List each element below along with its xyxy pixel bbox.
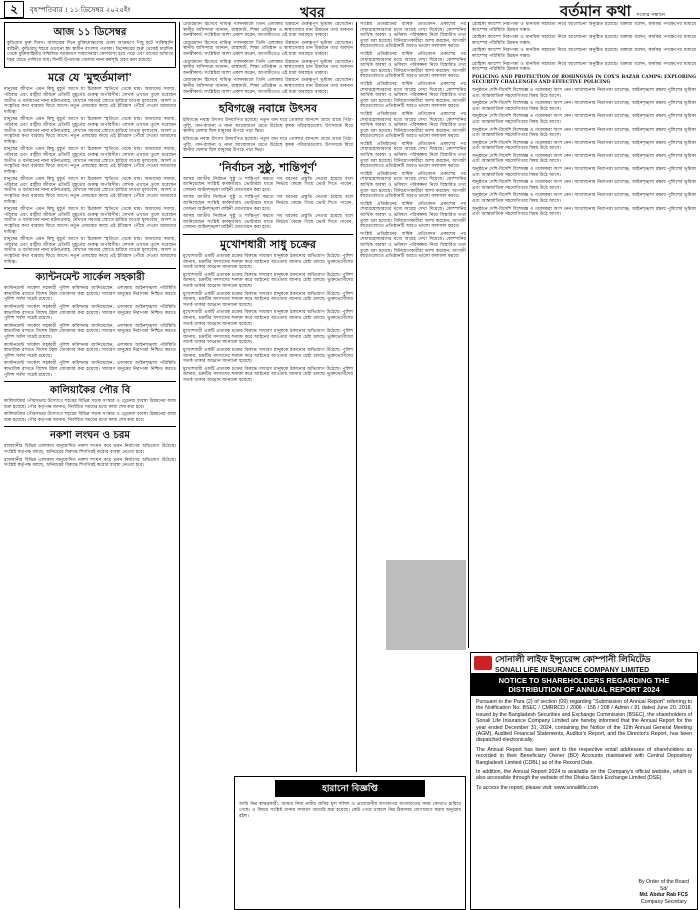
article-text: রোহিঙ্গা ক্যাম্পে নিরাপত্তা ও মানবিক সহায়তা নিয়ে আলোচনা অনুষ্ঠিত হয়েছে। বক্তারা বলেন, কার্যকর পদক্ষেপের মাধ্যমে ক্যাম্পের পরিস্থিতি উন্নয়ন সম্ভব। <box>472 61 696 73</box>
article-text: মুখোশধারী একটি প্রতারক চক্রের বিরুদ্ধে সাধারণ মানুষকে ঠকানোর অভিযোগ উঠেছে। পুলিশ জানায়, চক্রটির সদস্যদের শনাক্ত করে আইনের আওতায় আনার চেষ্টা চলছে। ভুক্তভোগীদের সতর্ক থাকার আহ্বান জানানো হয়েছে। <box>183 291 353 308</box>
article-text: ক্যান্টনমেন্ট সার্কেল সহকারী পুলিশ কমিশনার জানিয়েছেন, এলাকায় আইনশৃঙ্খলা পরিস্থিতি স্বাভাবিক রাখতে বিশেষ টহল জোরদার করা হয়েছে। সাধারণ মানুষের নিরাপত্তা নিশ্চিত করতে পুলিশ সর্বদা সচেষ্ট রয়েছে। <box>4 286 176 303</box>
column-4 <box>472 22 696 648</box>
company-name-bn: সোনালী লাইফ ইন্স্যুরেন্স কোম্পানী লিমিটেড <box>495 654 651 664</box>
article-text: মানুষের জীবনে এমন কিছু মুহূর্ত আসে যা চিরকাল স্মৃতিতে থেকে যায়। আমাদের সমাজ, পরিবার এবং রাষ্ট্রীয় জীবনে প্রতিটি মুহূর্তের গুরুত্ব অপরিসীম। লেখক এখানে তুলে ধরেছেন অতীত ও বর্তমানের নানা ঘটনাপ্রবাহ, যেখানে সময়ের স্রোতে হারিয়ে যাওয়া মূল্যবোধ, আদর্শ ও সংস্কৃতির কথা বারবার ফিরে আসে। নতুন প্রজন্মের কাছে এই ইতিহাস পৌঁছে দেওয়া আমাদের দায়িত্ব। <box>4 177 176 205</box>
masthead <box>0 0 700 19</box>
article-text: চেয়ারম্যান হিসেবে দায়িত্ব পালনকালে তিনি এলাকার উন্নয়নে গুরুত্বপূর্ণ ভূমিকা রেখেছেন। স্থানীয় বাসিন্দারা জানান, রাস্তাঘাট, শিক্ষা প্রতিষ্ঠান ও স্বাস্থ্যসেবার মান উন্নয়নে তার অবদান অনস্বীকার্য। সংশ্লিষ্টরা আশা প্রকাশ করেন, আগামীতেও এই ধারা অব্যাহত থাকবে। <box>183 59 353 76</box>
sign-line: By Order of the Board <box>638 879 689 885</box>
article-text: কালিয়াকৈর পৌরসভার উদ্যোগে শহরের বিভিন্ন সড়ক সংস্কার ও ড্রেনেজ ব্যবস্থা উন্নয়নের কাজ শুরু হয়েছে। পৌর কর্তৃপক্ষ জানায়, নির্ধারিত সময়ের মধ্যে কাজ শেষ করা হবে। <box>4 399 176 410</box>
article-text: সংশ্লিষ্ট প্রতিষ্ঠানের বার্ষিক প্রতিবেদন প্রকাশের পর শেয়ারহোল্ডারদের মধ্যে আগ্রহ দেখা দিয়েছে। কোম্পানির আর্থিক অবস্থা ও ভবিষ্যৎ পরিকল্পনা নিয়ে বিস্তারিত তথ্য তুলে ধরা হয়েছে। বিনিয়োগকারীরা আশা করছেন, আগামী বছরগুলোতে প্রতিষ্ঠানটি আরও ভালো ফলাফল করবে। <box>360 51 466 80</box>
article-text: চেয়ারম্যান হিসেবে দায়িত্ব পালনকালে তিনি এলাকার উন্নয়নে গুরুত্বপূর্ণ ভূমিকা রেখেছেন। স্থানীয় বাসিন্দারা জানান, রাস্তাঘাট, শিক্ষা প্রতিষ্ঠান ও স্বাস্থ্যসেবার মান উন্নয়নে তার অবদান অনস্বীকার্য। সংশ্লিষ্টরা আশা প্রকাশ করেন, আগামীতেও এই ধারা অব্যাহত থাকবে। <box>183 78 353 95</box>
article-text: মানুষের জীবনে এমন কিছু মুহূর্ত আসে যা চিরকাল স্মৃতিতে থেকে যায়। আমাদের সমাজ, পরিবার এবং রাষ্ট্রীয় জীবনে প্রতিটি মুহূর্তের গুরুত্ব অপরিসীম। লেখক এখানে তুলে ধরেছেন অতীত ও বর্তমানের নানা ঘটনাপ্রবাহ, যেখানে সময়ের স্রোতে হারিয়ে যাওয়া মূল্যবোধ, আদর্শ ও সংস্কৃতির কথা বারবার ফিরে আসে। নতুন প্রজন্মের কাছে এই ইতিহাস পৌঁছে দেওয়া আমাদের দায়িত্ব। <box>4 87 176 115</box>
article-text: মুখোশধারী একটি প্রতারক চক্রের বিরুদ্ধে সাধারণ মানুষকে ঠকানোর অভিযোগ উঠেছে। পুলিশ জানায়, চক্রটির সদস্যদের শনাক্ত করে আইনের আওতায় আনার চেষ্টা চলছে। ভুক্তভোগীদের সতর্ক থাকার আহ্বান জানানো হয়েছে। <box>183 347 353 365</box>
article-text: সংশ্লিষ্ট প্রতিষ্ঠানের বার্ষিক প্রতিবেদন প্রকাশের পর শেয়ারহোল্ডারদের মধ্যে আগ্রহ দেখা দিয়েছে। কোম্পানির আর্থিক অবস্থা ও ভবিষ্যৎ পরিকল্পনা নিয়ে বিস্তারিত তথ্য তুলে ধরা হয়েছে। বিনিয়োগকারীরা আশা করছেন, আগামী বছরগুলোতে প্রতিষ্ঠানটি আরও ভালো ফলাফল করবে। <box>360 111 466 140</box>
article-text: আসন্ন জাতীয় নির্বাচন সুষ্ঠু ও শান্তিপূর্ণ করতে সব ধরনের প্রস্তুতি নেওয়া হয়েছে বলে জানিয়েছেন সংশ্লিষ্ট কর্মকর্তারা। ভোটাররা যাতে নির্ভয়ে কেন্দ্রে গিয়ে ভোট দিতে পারেন, সেজন্য আইনশৃঙ্খলা বাহিনী মোতায়েন করা হবে। <box>183 176 353 193</box>
article-text: সংশ্লিষ্ট প্রতিষ্ঠানের বার্ষিক প্রতিবেদন প্রকাশের পর শেয়ারহোল্ডারদের মধ্যে আগ্রহ দেখা দিয়েছে। কোম্পানির আর্থিক অবস্থা ও ভবিষ্যৎ পরিকল্পনা নিয়ে বিস্তারিত তথ্য তুলে ধরা হয়েছে। বিনিয়োগকারীরা আশা করছেন, আগামী বছরগুলোতে প্রতিষ্ঠানটি আরও ভালো ফলাফল করবে। <box>360 81 466 110</box>
article-text: অনুষ্ঠানে দেশি-বিদেশি বিশেষজ্ঞ ও গবেষকরা অংশ নেন। আলোচনায় নিরাপত্তা চ্যালেঞ্জ, আইনশৃঙ্খলা রক্ষায় পুলিশের ভূমিকা এবং আন্তর্জাতিক সহযোগিতার বিষয় উঠে আসে। <box>472 193 696 205</box>
headline-today: আজ ১১ ডিসেম্বর <box>53 27 127 38</box>
notice-body <box>471 696 697 797</box>
article-text: অনুষ্ঠানে দেশি-বিদেশি বিশেষজ্ঞ ও গবেষকরা অংশ নেন। আলোচনায় নিরাপত্তা চ্যালেঞ্জ, আইনশৃঙ্খলা রক্ষায় পুলিশের ভূমিকা এবং আন্তর্জাতিক সহযোগিতার বিষয় উঠে আসে। <box>472 101 696 112</box>
column-1 <box>4 22 176 908</box>
article-text: হবিগঞ্জে নবান্ন উৎসব উদযাপিত হয়েছে। নতুন ধান ঘরে তোলার আনন্দে গ্রামে গ্রামে পিঠা-পুলি, গান-বাজনা ও নানা আয়োজনে মেতে উঠেছে কৃষক পরিবারগুলো। উৎসবকে ঘিরে স্থানীয় মেলায় ছিল মানুষের উপচে পড়া ভিড়। <box>183 136 353 154</box>
article-text: কালিয়াকৈর পৌরসভার উদ্যোগে শহরের বিভিন্ন সড়ক সংস্কার ও ড্রেনেজ ব্যবস্থা উন্নয়নের কাজ শুরু হয়েছে। পৌর কর্তৃপক্ষ জানায়, নির্ধারিত সময়ের মধ্যে কাজ শেষ করা হবে। <box>4 412 176 423</box>
lost-notice-title: হারানো বিজ্ঞপ্তি <box>275 780 425 797</box>
section-title: খবর <box>300 5 325 21</box>
headline-nabanna: হবিগঞ্জে নবান্নে উৎসব <box>218 102 318 116</box>
headline-design-violation: নকশা লংঘন ও চরম <box>50 430 130 442</box>
headline-election: 'নির্বাচন সুষ্ঠু, শান্তিপূর্ণ' <box>218 160 318 174</box>
article-text: চেয়ারম্যান হিসেবে দায়িত্ব পালনকালে তিনি এলাকার উন্নয়নে গুরুত্বপূর্ণ ভূমিকা রেখেছেন। স্থানীয় বাসিন্দারা জানান, রাস্তাঘাট, শিক্ষা প্রতিষ্ঠান ও স্বাস্থ্যসেবার মান উন্নয়নে তার অবদান অনস্বীকার্য। সংশ্লিষ্টরা আশা প্রকাশ করেন, আগামীতেও এই ধারা অব্যাহত থাকবে। <box>183 22 353 39</box>
article-text: সংশ্লিষ্ট প্রতিষ্ঠানের বার্ষিক প্রতিবেদন প্রকাশের পর শেয়ারহোল্ডারদের মধ্যে আগ্রহ দেখা দিয়েছে। কোম্পানির আর্থিক অবস্থা ও ভবিষ্যৎ পরিকল্পনা নিয়ে বিস্তারিত তথ্য তুলে ধরা হয়েছে। বিনিয়োগকারীরা আশা করছেন, আগামী বছরগুলোতে প্রতিষ্ঠানটি আরও ভালো ফলাফল করবে। <box>360 231 466 260</box>
headline-moments: মরে যে 'মুহুর্তমালা' <box>48 71 132 85</box>
column-3 <box>360 22 466 552</box>
notice-paragraph: In addition, the Annual Report 2024 is available on the Company's official website, which is also accessible through the website of the Dhaka Stock Exchange Limited (DSE). <box>476 769 692 782</box>
article-text: অনুষ্ঠানে দেশি-বিদেশি বিশেষজ্ঞ ও গবেষকরা অংশ নেন। আলোচনায় নিরাপত্তা চ্যালেঞ্জ, আইনশৃঙ্খলা রক্ষায় পুলিশের ভূমিকা এবং আন্তর্জাতিক সহযোগিতার বিষয় উঠে আসে। <box>472 206 696 218</box>
notice-header <box>471 653 697 674</box>
article-text: মানুষের জীবনে এমন কিছু মুহূর্ত আসে যা চিরকাল স্মৃতিতে থেকে যায়। আমাদের সমাজ, পরিবার এবং রাষ্ট্রীয় জীবনে প্রতিটি মুহূর্তের গুরুত্ব অপরিসীম। লেখক এখানে তুলে ধরেছেন অতীত ও বর্তমানের নানা ঘটনাপ্রবাহ, যেখানে সময়ের স্রোতে হারিয়ে যাওয়া মূল্যবোধ, আদর্শ ও সংস্কৃতির কথা বারবার ফিরে আসে। নতুন প্রজন্মের কাছে এই ইতিহাস পৌঁছে দেওয়া আমাদের দায়িত্ব। <box>4 117 176 145</box>
article-text: রাজধানীর বিভিন্ন এলাকায় অনুমোদিত নকশা লংঘন করে ভবন নির্মাণের অভিযোগ উঠেছে। সংশ্লিষ্ট কর্তৃপক্ষ বলছে, অনিয়মের বিরুদ্ধে শিগগিরই কঠোর ব্যবস্থা নেওয়া হবে। <box>4 457 176 469</box>
article-text: রোহিঙ্গা ক্যাম্পে নিরাপত্তা ও মানবিক সহায়তা নিয়ে আলোচনা অনুষ্ঠিত হয়েছে। বক্তারা বলেন, কার্যকর পদক্ষেপের মাধ্যমে ক্যাম্পের পরিস্থিতি উন্নয়ন সম্ভব। <box>472 35 696 46</box>
headline-cantonment: ক্যান্টনমেন্ট সার্কেল সহকারী <box>35 272 145 284</box>
article-text: রোহিঙ্গা ক্যাম্পে নিরাপত্তা ও মানবিক সহায়তা নিয়ে আলোচনা অনুষ্ঠিত হয়েছে। বক্তারা বলেন, কার্যকর পদক্ষেপের মাধ্যমে ক্যাম্পের পরিস্থিতি উন্নয়ন সম্ভব। <box>472 48 696 59</box>
article-text: ক্যান্টনমেন্ট সার্কেল সহকারী পুলিশ কমিশনার জানিয়েছেন, এলাকায় আইনশৃঙ্খলা পরিস্থিতি স্বাভাবিক রাখতে বিশেষ টহল জোরদার করা হয়েছে। সাধারণ মানুষের নিরাপত্তা নিশ্চিত করতে পুলিশ সর্বদা সচেষ্ট রয়েছে। <box>4 304 176 322</box>
article-text: অনুষ্ঠানে দেশি-বিদেশি বিশেষজ্ঞ ও গবেষকরা অংশ নেন। আলোচনায় নিরাপত্তা চ্যালেঞ্জ, আইনশৃঙ্খলা রক্ষায় পুলিশের ভূমিকা এবং আন্তর্জাতিক সহযোগিতার বিষয় উঠে আসে। <box>472 167 696 178</box>
article-text: অনুষ্ঠানে দেশি-বিদেশি বিশেষজ্ঞ ও গবেষকরা অংশ নেন। আলোচনায় নিরাপত্তা চ্যালেঞ্জ, আইনশৃঙ্খলা রক্ষায় পুলিশের ভূমিকা এবং আন্তর্জাতিক সহযোগিতার বিষয় উঠে আসে। <box>472 180 696 191</box>
article-text: ক্যান্টনমেন্ট সার্কেল সহকারী পুলিশ কমিশনার জানিয়েছেন, এলাকায় আইনশৃঙ্খলা পরিস্থিতি স্বাভাবিক রাখতে বিশেষ টহল জোরদার করা হয়েছে। সাধারণ মানুষের নিরাপত্তা নিশ্চিত করতে পুলিশ সর্বদা সচেষ্ট রয়েছে। <box>4 323 176 340</box>
article-text: মানুষের জীবনে এমন কিছু মুহূর্ত আসে যা চিরকাল স্মৃতিতে থেকে যায়। আমাদের সমাজ, পরিবার এবং রাষ্ট্রীয় জীবনে প্রতিটি মুহূর্তের গুরুত্ব অপরিসীম। লেখক এখানে তুলে ধরেছেন অতীত ও বর্তমানের নানা ঘটনাপ্রবাহ, যেখানে সময়ের স্রোতে হারিয়ে যাওয়া মূল্যবোধ, আদর্শ ও সংস্কৃতির কথা বারবার ফিরে আসে। নতুন প্রজন্মের কাছে এই ইতিহাস পৌঁছে দেওয়া আমাদের দায়িত্ব। <box>4 237 176 265</box>
news-photo <box>386 560 466 650</box>
article-text: আসন্ন জাতীয় নির্বাচন সুষ্ঠু ও শান্তিপূর্ণ করতে সব ধরনের প্রস্তুতি নেওয়া হয়েছে বলে জানিয়েছেন সংশ্লিষ্ট কর্মকর্তারা। ভোটাররা যাতে নির্ভয়ে কেন্দ্রে গিয়ে ভোট দিতে পারেন, সেজন্য আইনশৃঙ্খলা বাহিনী মোতায়েন করা হবে। <box>183 195 353 212</box>
logo-tagline: সত্যের সন্ধানে <box>636 12 665 18</box>
article-text: অনুষ্ঠানে দেশি-বিদেশি বিশেষজ্ঞ ও গবেষকরা অংশ নেন। আলোচনায় নিরাপত্তা চ্যালেঞ্জ, আইনশৃঙ্খলা রক্ষায় পুলিশের ভূমিকা এবং আন্তর্জাতিক সহযোগিতার বিষয় উঠে আসে। <box>472 127 696 139</box>
article-text: আসন্ন জাতীয় নির্বাচন সুষ্ঠু ও শান্তিপূর্ণ করতে সব ধরনের প্রস্তুতি নেওয়া হয়েছে বলে জানিয়েছেন সংশ্লিষ্ট কর্মকর্তারা। ভোটাররা যাতে নির্ভয়ে কেন্দ্রে গিয়ে ভোট দিতে পারেন, সেজন্য আইনশৃঙ্খলা বাহিনী মোতায়েন করা হবে। <box>183 214 353 231</box>
notice-title: NOTICE TO SHAREHOLDERS REGARDING THE DISTRIBUTION OF ANNUAL REPORT 2024 <box>471 674 697 696</box>
today-box <box>4 22 176 68</box>
article-text: মুখোশধারী একটি প্রতারক চক্রের বিরুদ্ধে সাধারণ মানুষকে ঠকানোর অভিযোগ উঠেছে। পুলিশ জানায়, চক্রটির সদস্যদের শনাক্ত করে আইনের আওতায় আনার চেষ্টা চলছে। ভুক্তভোগীদের সতর্ক থাকার আহ্বান জানানো হয়েছে। <box>183 254 353 271</box>
signatory-title: Company Secretary <box>640 898 687 905</box>
logo-text: বর্তমান কথা <box>560 2 632 20</box>
shareholder-notice <box>470 652 698 910</box>
article-text: চেয়ারম্যান হিসেবে দায়িত্ব পালনকালে তিনি এলাকার উন্নয়নে গুরুত্বপূর্ণ ভূমিকা রেখেছেন। স্থানীয় বাসিন্দারা জানান, রাস্তাঘাট, শিক্ষা প্রতিষ্ঠান ও স্বাস্থ্যসেবার মান উন্নয়নে তার অবদান অনস্বীকার্য। সংশ্লিষ্টরা আশা প্রকাশ করেন, আগামীতেও এই ধারা অব্যাহত থাকবে। <box>183 40 353 57</box>
article-text: অনুষ্ঠানে দেশি-বিদেশি বিশেষজ্ঞ ও গবেষকরা অংশ নেন। আলোচনায় নিরাপত্তা চ্যালেঞ্জ, আইনশৃঙ্খলা রক্ষায় পুলিশের ভূমিকা এবং আন্তর্জাতিক সহযোগিতার বিষয় উঠে আসে। <box>472 140 696 152</box>
article-text: রোহিঙ্গা ক্যাম্পে নিরাপত্তা ও মানবিক সহায়তা নিয়ে আলোচনা অনুষ্ঠিত হয়েছে। বক্তারা বলেন, কার্যকর পদক্ষেপের মাধ্যমে ক্যাম্পের পরিস্থিতি উন্নয়ন সম্ভব। <box>472 22 696 33</box>
article-text: মুখোশধারী একটি প্রতারক চক্রের বিরুদ্ধে সাধারণ মানুষকে ঠকানোর অভিযোগ উঠেছে। পুলিশ জানায়, চক্রটির সদস্যদের শনাক্ত করে আইনের আওতায় আনার চেষ্টা চলছে। ভুক্তভোগীদের সতর্ক থাকার আহ্বান জানানো হয়েছে। <box>183 329 353 346</box>
article-text: সংশ্লিষ্ট প্রতিষ্ঠানের বার্ষিক প্রতিবেদন প্রকাশের পর শেয়ারহোল্ডারদের মধ্যে আগ্রহ দেখা দিয়েছে। কোম্পানির আর্থিক অবস্থা ও ভবিষ্যৎ পরিকল্পনা নিয়ে বিস্তারিত তথ্য তুলে ধরা হয়েছে। বিনিয়োগকারীরা আশা করছেন, আগামী বছরগুলোতে প্রতিষ্ঠানটি আরও ভালো ফলাফল করবে। <box>360 141 466 170</box>
date-line: বৃহস্পতিবার । ১১ ডিসেম্বর ২০২৫ইং <box>30 6 131 14</box>
article-text: অনুষ্ঠানে দেশি-বিদেশি বিশেষজ্ঞ ও গবেষকরা অংশ নেন। আলোচনায় নিরাপত্তা চ্যালেঞ্জ, আইনশৃঙ্খলা রক্ষায় পুলিশের ভূমিকা এবং আন্তর্জাতিক সহযোগিতার বিষয় উঠে আসে। <box>472 153 696 165</box>
lost-notice <box>234 776 466 910</box>
article-text: ক্যান্টনমেন্ট সার্কেল সহকারী পুলিশ কমিশনার জানিয়েছেন, এলাকায় আইনশৃঙ্খলা পরিস্থিতি স্বাভাবিক রাখতে বিশেষ টহল জোরদার করা হয়েছে। সাধারণ মানুষের নিরাপত্তা নিশ্চিত করতে পুলিশ সর্বদা সচেষ্ট রয়েছে। <box>4 342 176 359</box>
article-text: রাজধানীর বিভিন্ন এলাকায় অনুমোদিত নকশা লংঘন করে ভবন নির্মাণের অভিযোগ উঠেছে। সংশ্লিষ্ট কর্তৃপক্ষ বলছে, অনিয়মের বিরুদ্ধে শিগগিরই কঠোর ব্যবস্থা নেওয়া হবে। <box>4 444 176 456</box>
article-text: হবিগঞ্জে নবান্ন উৎসব উদযাপিত হয়েছে। নতুন ধান ঘরে তোলার আনন্দে গ্রামে গ্রামে পিঠা-পুলি, গান-বাজনা ও নানা আয়োজনে মেতে উঠেছে কৃষক পরিবারগুলো। উৎসবকে ঘিরে স্থানীয় মেলায় ছিল মানুষের উপচে পড়া ভিড়। <box>183 118 353 135</box>
article-text: মুখোশধারী একটি প্রতারক চক্রের বিরুদ্ধে সাধারণ মানুষকে ঠকানোর অভিযোগ উঠেছে। পুলিশ জানায়, চক্রটির সদস্যদের শনাক্ত করে আইনের আওতায় আনার চেষ্টা চলছে। ভুক্তভোগীদের সতর্ক থাকার আহ্বান জানানো হয়েছে। <box>183 310 353 327</box>
article-text: অনুষ্ঠানে দেশি-বিদেশি বিশেষজ্ঞ ও গবেষকরা অংশ নেন। আলোচনায় নিরাপত্তা চ্যালেঞ্জ, আইনশৃঙ্খলা রক্ষায় পুলিশের ভূমিকা এবং আন্তর্জাতিক সহযোগিতার বিষয় উঠে আসে। <box>472 114 696 125</box>
article-text: মানুষের জীবনে এমন কিছু মুহূর্ত আসে যা চিরকাল স্মৃতিতে থেকে যায়। আমাদের সমাজ, পরিবার এবং রাষ্ট্রীয় জীবনে প্রতিটি মুহূর্তের গুরুত্ব অপরিসীম। লেখক এখানে তুলে ধরেছেন অতীত ও বর্তমানের নানা ঘটনাপ্রবাহ, যেখানে সময়ের স্রোতে হারিয়ে যাওয়া মূল্যবোধ, আদর্শ ও সংস্কৃতির কথা বারবার ফিরে আসে। নতুন প্রজন্মের কাছে এই ইতিহাস পৌঁছে দেওয়া আমাদের দায়িত্ব। <box>4 207 176 235</box>
company-name-en: SONALI LIFE INSURANCE COMPANY LIMITED <box>495 667 650 674</box>
article-text: সংশ্লিষ্ট প্রতিষ্ঠানের বার্ষিক প্রতিবেদন প্রকাশের পর শেয়ারহোল্ডারদের মধ্যে আগ্রহ দেখা দিয়েছে। কোম্পানির আর্থিক অবস্থা ও ভবিষ্যৎ পরিকল্পনা নিয়ে বিস্তারিত তথ্য তুলে ধরা হয়েছে। বিনিয়োগকারীরা আশা করছেন, আগামী বছরগুলোতে প্রতিষ্ঠানটি আরও ভালো ফলাফল করবে। <box>360 171 466 200</box>
sign-line: Sd/ <box>659 885 668 892</box>
article-english-title: POLICING AND PROTECTION OF ROHINGYAS IN COX'S BAZAR CAMPS: EXPLORING SECURITY CHALLENGES AND EFFECTIVE POLICING <box>472 74 696 86</box>
notice-paragraph: Pursuant to the Para (2) of section (09) regarding "Submission of Annual Report" referring to the Notification No. BSEC / CMRRCD / 2006 - 158 / 208 / Admin / 81 dated June 20, 2018, issued by the Bangladesh Securities and Exchange Commission (BSEC), the shareholders of Sonali Life Insurance Company Limited are hereby informed that the Annual Report for the year ended December 31, 2024, containing the Notice of the 12th Annual General Meeting (AGM), Audited Financial Statements, Auditor's Report, and the Director's Report, has been dispatched electronically. <box>476 699 692 744</box>
page-number: ২ <box>4 1 24 18</box>
company-logo-icon <box>474 656 492 670</box>
notice-website[interactable]: To access the report, please visit: www.sonalilife.com <box>476 784 598 791</box>
column-2 <box>183 22 353 772</box>
signatory-name: Md. Abdur Rab FCS <box>639 892 689 898</box>
notice-paragraph: The Annual Report has been sent to the respective email addresses of shareholders as recorded in their Beneficiary Owner (BO) Accounts maintained with Central Depository Bangladesh Limited (CDBL) as of the Record Date. <box>476 746 692 766</box>
lost-notice-body: আমি নিম্ন স্বাক্ষরকারী, আমার নিজ নামীয় জমির মূল দলিল ও প্রয়োজনীয় কাগজপত্র যাতায়াতের সময় কোথাও হারিয়ে গেছে। এ বিষয়ে সংশ্লিষ্ট থানায় সাধারণ ডায়েরি করা হয়েছে। কেউ পেয়ে থাকলে নিম্ন ঠিকানায় যোগাযোগ করার অনুরোধ রইল। <box>239 802 461 819</box>
headline-kaliakair: কালিয়াকৈর পৌর বি <box>49 385 131 397</box>
article-text: সংশ্লিষ্ট প্রতিষ্ঠানের বার্ষিক প্রতিবেদন প্রকাশের পর শেয়ারহোল্ডারদের মধ্যে আগ্রহ দেখা দিয়েছে। কোম্পানির আর্থিক অবস্থা ও ভবিষ্যৎ পরিকল্পনা নিয়ে বিস্তারিত তথ্য তুলে ধরা হয়েছে। বিনিয়োগকারীরা আশা করছেন, আগামী বছরগুলোতে প্রতিষ্ঠানটি আরও ভালো ফলাফল করবে। <box>360 22 466 50</box>
article-text: সংশ্লিষ্ট প্রতিষ্ঠানের বার্ষিক প্রতিবেদন প্রকাশের পর শেয়ারহোল্ডারদের মধ্যে আগ্রহ দেখা দিয়েছে। কোম্পানির আর্থিক অবস্থা ও ভবিষ্যৎ পরিকল্পনা নিয়ে বিস্তারিত তথ্য তুলে ধরা হয়েছে। বিনিয়োগকারীরা আশা করছেন, আগামী বছরগুলোতে প্রতিষ্ঠানটি আরও ভালো ফলাফল করবে। <box>360 201 466 230</box>
notice-signature <box>639 879 689 905</box>
article-text: কুড়িগ্রাম মুক্ত দিবস। আজকের দিনে মুক্তিযোদ্ধাদের প্রবল আক্রমণে পিছু হটে পাকিস্তানি বাহিনী, কুড়িগ্রাম শহরে ওড়ানো হয় স্বাধীন বাংলার পতাকা। ডিসেম্বরের শুরু থেকেই চারদিক থেকে মুক্তিবাহিনীর সম্মিলিত আক্রমণে শত্রুসেনারা কোণঠাসা হয়ে পড়ে এবং রাতের আঁধারে শহর ছেড়ে পালিয়ে যায়। দিনটি উপলক্ষে জেলায় নানা কর্মসূচি গ্রহণ করা হয়েছে। <box>7 41 173 63</box>
article-text: মুখোশধারী একটি প্রতারক চক্রের বিরুদ্ধে সাধারণ মানুষকে ঠকানোর অভিযোগ উঠেছে। পুলিশ জানায়, চক্রটির সদস্যদের শনাক্ত করে আইনের আওতায় আনার চেষ্টা চলছে। ভুক্তভোগীদের সতর্ক থাকার আহ্বান জানানো হয়েছে। <box>183 272 353 289</box>
article-text: মুখোশধারী একটি প্রতারক চক্রের বিরুদ্ধে সাধারণ মানুষকে ঠকানোর অভিযোগ উঠেছে। পুলিশ জানায়, চক্রটির সদস্যদের শনাক্ত করে আইনের আওতায় আনার চেষ্টা চলছে। ভুক্তভোগীদের সতর্ক থাকার আহ্বান জানানো হয়েছে। <box>183 366 353 383</box>
article-text: অনুষ্ঠানে দেশি-বিদেশি বিশেষজ্ঞ ও গবেষকরা অংশ নেন। আলোচনায় নিরাপত্তা চ্যালেঞ্জ, আইনশৃঙ্খলা রক্ষায় পুলিশের ভূমিকা এবং আন্তর্জাতিক সহযোগিতার বিষয় উঠে আসে। <box>472 87 696 99</box>
headline-masked-gang: মুখোশধারী সাধু চক্রের <box>220 238 316 252</box>
article-text: মানুষের জীবনে এমন কিছু মুহূর্ত আসে যা চিরকাল স্মৃতিতে থেকে যায়। আমাদের সমাজ, পরিবার এবং রাষ্ট্রীয় জীবনে প্রতিটি মুহূর্তের গুরুত্ব অপরিসীম। লেখক এখানে তুলে ধরেছেন অতীত ও বর্তমানের নানা ঘটনাপ্রবাহ, যেখানে সময়ের স্রোতে হারিয়ে যাওয়া মূল্যবোধ, আদর্শ ও সংস্কৃতির কথা বারবার ফিরে আসে। নতুন প্রজন্মের কাছে এই ইতিহাস পৌঁছে দেওয়া আমাদের দায়িত্ব। <box>4 147 176 175</box>
article-text: ক্যান্টনমেন্ট সার্কেল সহকারী পুলিশ কমিশনার জানিয়েছেন, এলাকায় আইনশৃঙ্খলা পরিস্থিতি স্বাভাবিক রাখতে বিশেষ টহল জোরদার করা হয়েছে। সাধারণ মানুষের নিরাপত্তা নিশ্চিত করতে পুলিশ সর্বদা সচেষ্ট রয়েছে। <box>4 361 176 378</box>
